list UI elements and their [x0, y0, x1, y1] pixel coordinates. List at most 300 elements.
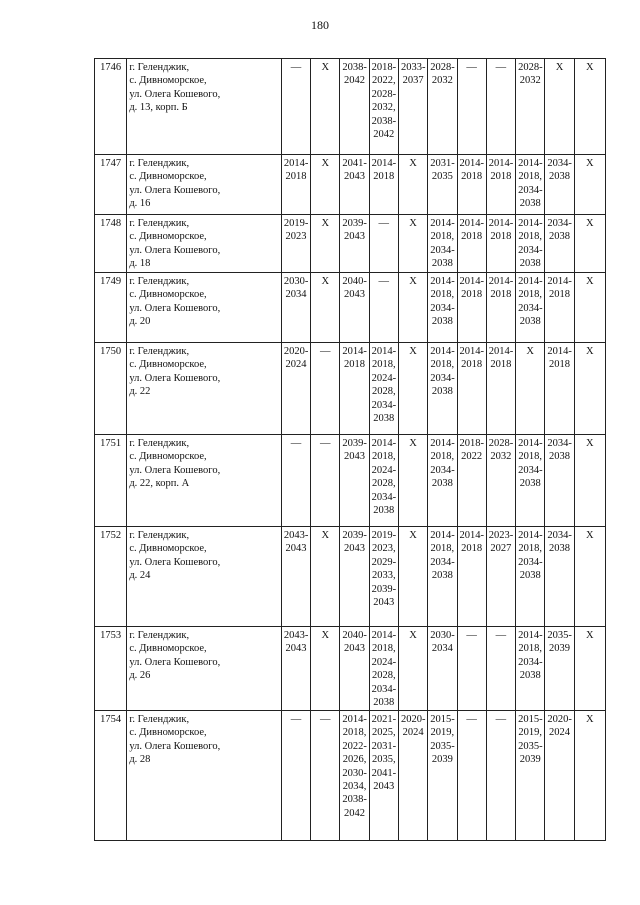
- period-line: 2031-: [371, 740, 397, 752]
- address-line: г. Геленджик,: [129, 438, 190, 449]
- period-cell: [516, 627, 545, 711]
- period-line: 2038: [431, 570, 453, 582]
- period-line: X: [586, 346, 594, 357]
- period-cell: [545, 59, 574, 155]
- period-cell: [369, 435, 398, 527]
- period-cell: [428, 59, 457, 155]
- period-line: 2038: [519, 316, 541, 328]
- period-line: 2032: [519, 75, 541, 87]
- address-line: д. 16: [129, 198, 151, 210]
- period-line: 2028,: [371, 478, 396, 490]
- period-line: 2040-: [342, 276, 367, 287]
- address-line: д. 18: [129, 258, 151, 270]
- period-line: 2043-: [283, 530, 309, 541]
- period-cell: [545, 273, 574, 343]
- address-line: д. 24: [129, 570, 151, 582]
- period-line: 2039: [431, 754, 453, 766]
- period-line: 2022-: [342, 740, 367, 752]
- address-line: д. 26: [129, 670, 151, 682]
- period-line: 2038-: [342, 794, 367, 806]
- period-line: 2014-: [459, 158, 484, 169]
- period-line: 2038: [519, 198, 541, 210]
- period-line: 2034-: [518, 184, 543, 196]
- period-cell: [340, 343, 369, 435]
- address-line: г. Геленджик,: [129, 158, 190, 169]
- period-cell: [574, 527, 605, 627]
- period-cell: [574, 627, 605, 711]
- period-line: 2034-: [518, 656, 543, 668]
- period-line: 2014-: [430, 218, 455, 229]
- period-line: 2028,: [371, 386, 396, 398]
- period-line: 2018,: [518, 289, 543, 301]
- period-line: X: [586, 714, 594, 725]
- period-line: 2040-: [342, 630, 367, 641]
- period-line: 2014-: [518, 218, 543, 229]
- row-number-cell: 1749: [95, 273, 127, 343]
- period-line: 2041-: [371, 767, 397, 779]
- period-line: 2014-: [518, 530, 543, 541]
- period-line: X: [555, 62, 564, 73]
- period-cell: [516, 343, 545, 435]
- period-line: 2020-: [283, 346, 309, 357]
- period-cell: [428, 273, 457, 343]
- period-cell: [369, 711, 398, 841]
- period-line: 2038: [373, 697, 395, 709]
- period-line: 2018: [490, 289, 512, 301]
- address-line: ул. Олега Кошевого,: [129, 244, 221, 256]
- period-line: 2035,: [371, 754, 396, 766]
- address-line: с. Дивноморское,: [129, 543, 207, 555]
- period-line: 2019,: [518, 727, 543, 739]
- period-line: 2018: [461, 543, 483, 555]
- period-cell: [281, 343, 310, 435]
- address-line: г. Геленджик,: [129, 276, 190, 287]
- period-cell: [281, 59, 310, 155]
- period-line: X: [409, 438, 417, 449]
- period-line: 2014-: [371, 346, 397, 357]
- period-line: 2042: [344, 807, 366, 819]
- address-cell: [127, 155, 282, 215]
- period-line: 2042: [344, 75, 366, 87]
- period-line: X: [526, 346, 534, 357]
- address-cell: [127, 711, 282, 841]
- period-line: 2038: [373, 413, 395, 425]
- period-line: 2032,: [371, 102, 396, 114]
- period-line: —: [466, 630, 477, 641]
- period-line: 2034,: [342, 781, 367, 793]
- period-cell: [516, 435, 545, 527]
- period-line: 2014-: [547, 276, 572, 287]
- period-line: 2014-: [488, 158, 514, 169]
- period-cell: [574, 59, 605, 155]
- period-cell: [311, 215, 340, 273]
- period-line: X: [586, 276, 594, 287]
- period-line: 2043: [344, 289, 366, 301]
- period-line: X: [586, 530, 594, 541]
- period-cell: [281, 627, 310, 711]
- period-line: 2041-: [342, 158, 367, 169]
- period-cell: [369, 273, 398, 343]
- period-cell: [516, 215, 545, 273]
- period-cell: [369, 527, 398, 627]
- period-line: 2018: [285, 171, 307, 183]
- period-line: —: [495, 630, 507, 641]
- period-line: 2018-: [371, 62, 397, 73]
- period-line: 2038: [548, 171, 570, 183]
- period-line: 2028-: [430, 62, 455, 73]
- address-line: ул. Олега Кошевого,: [129, 656, 221, 668]
- address-line: г. Геленджик,: [129, 630, 190, 641]
- period-line: X: [586, 438, 594, 449]
- period-line: —: [466, 62, 477, 73]
- period-line: 2014-: [430, 438, 455, 449]
- period-cell: [398, 627, 427, 711]
- period-line: 2018: [344, 359, 366, 371]
- period-line: 2043-: [283, 630, 309, 641]
- period-cell: [340, 435, 369, 527]
- period-cell: [281, 155, 310, 215]
- period-line: X: [409, 276, 417, 287]
- period-cell: [574, 711, 605, 841]
- period-line: 2029-: [371, 556, 397, 568]
- period-cell: [574, 215, 605, 273]
- period-line: 2014-: [518, 276, 543, 287]
- period-line: 2018,: [371, 359, 396, 371]
- period-line: 2032: [490, 451, 512, 463]
- period-line: 2030-: [342, 767, 367, 779]
- period-line: 2027: [490, 543, 512, 555]
- period-cell: [398, 527, 427, 627]
- period-line: 2018,: [518, 171, 543, 183]
- period-line: 2018: [461, 359, 483, 371]
- period-line: 2014-: [371, 158, 397, 169]
- period-cell: [311, 343, 340, 435]
- period-cell: [428, 215, 457, 273]
- period-line: 2018,: [518, 643, 543, 655]
- period-cell: [516, 711, 545, 841]
- period-line: 2018: [461, 171, 483, 183]
- period-cell: [486, 627, 515, 711]
- table-row: [95, 343, 606, 435]
- period-cell: [545, 343, 574, 435]
- period-cell: [457, 527, 486, 627]
- period-line: —: [290, 62, 302, 73]
- period-line: 2034-: [518, 556, 543, 568]
- period-line: 2022,: [371, 75, 396, 87]
- address-cell: [127, 59, 282, 155]
- period-line: 2039-: [342, 530, 367, 541]
- period-line: 2038: [519, 670, 541, 682]
- table-body: [95, 59, 606, 841]
- period-line: 2018,: [430, 231, 455, 243]
- address-cell: [127, 627, 282, 711]
- period-line: 2034-: [547, 530, 572, 541]
- period-line: X: [409, 530, 417, 541]
- period-line: X: [409, 158, 417, 169]
- period-cell: [486, 215, 515, 273]
- period-cell: [428, 435, 457, 527]
- period-line: 2014-: [342, 714, 367, 725]
- period-line: 2043: [344, 231, 366, 243]
- period-line: 2042: [373, 129, 395, 141]
- period-line: 2043: [344, 171, 366, 183]
- table-row: [95, 435, 606, 527]
- period-line: 2018,: [430, 543, 455, 555]
- period-line: 2014-: [459, 346, 484, 357]
- period-line: X: [321, 630, 330, 641]
- period-cell: [281, 711, 310, 841]
- period-line: 2023: [285, 231, 307, 243]
- period-line: 2038: [431, 316, 453, 328]
- period-line: 2020-: [547, 714, 572, 725]
- address-line: д. 22, корп. А: [129, 478, 190, 490]
- period-cell: [574, 273, 605, 343]
- period-line: 2018,: [518, 543, 543, 555]
- period-cell: [516, 527, 545, 627]
- period-cell: [311, 627, 340, 711]
- period-cell: [369, 627, 398, 711]
- period-line: 2024: [285, 359, 307, 371]
- period-line: 2014-: [488, 218, 514, 229]
- address-line: с. Дивноморское,: [129, 171, 207, 183]
- period-cell: [545, 527, 574, 627]
- period-line: 2034-: [371, 683, 397, 695]
- period-line: 2038: [431, 386, 453, 398]
- period-line: 2018,: [430, 359, 455, 371]
- period-line: X: [321, 530, 330, 541]
- address-line: ул. Олега Кошевого,: [129, 184, 221, 196]
- period-line: 2021-: [371, 714, 397, 725]
- table-row: [95, 59, 606, 155]
- period-line: 2034-: [371, 491, 397, 503]
- table-row: [95, 273, 606, 343]
- period-line: 2014-: [371, 438, 397, 449]
- period-cell: [545, 627, 574, 711]
- period-line: 2018,: [342, 727, 367, 739]
- period-line: 2014-: [518, 158, 543, 169]
- period-line: 2015-: [518, 714, 543, 725]
- period-line: 2014-: [488, 346, 514, 357]
- period-line: 2034-: [547, 218, 572, 229]
- period-cell: [516, 155, 545, 215]
- period-line: 2018: [490, 359, 512, 371]
- address-line: ул. Олега Кошевого,: [129, 302, 221, 314]
- period-cell: [398, 273, 427, 343]
- period-line: 2018: [373, 171, 395, 183]
- address-line: с. Дивноморское,: [129, 289, 207, 301]
- period-line: 2024-: [371, 464, 397, 476]
- period-line: 2038: [548, 543, 570, 555]
- address-cell: [127, 435, 282, 527]
- address-line: д. 20: [129, 316, 151, 328]
- period-line: 2038: [548, 451, 570, 463]
- schedule-table: [94, 58, 606, 841]
- period-line: —: [319, 346, 331, 357]
- period-cell: [574, 343, 605, 435]
- period-line: 2018: [490, 171, 512, 183]
- period-line: 2035: [431, 171, 453, 183]
- period-line: X: [409, 346, 417, 357]
- address-line: д. 13, корп. Б: [129, 102, 188, 114]
- period-cell: [281, 527, 310, 627]
- row-number-cell: 1747: [95, 155, 127, 215]
- period-line: 2014-: [547, 346, 572, 357]
- period-line: —: [495, 714, 507, 725]
- period-line: 2043: [344, 643, 366, 655]
- period-line: 2043: [373, 597, 395, 609]
- period-cell: [281, 215, 310, 273]
- period-cell: [340, 711, 369, 841]
- period-line: 2014-: [430, 530, 455, 541]
- period-line: 2028-: [518, 62, 543, 73]
- period-line: 2018: [490, 231, 512, 243]
- period-cell: [369, 215, 398, 273]
- period-line: 2034-: [547, 158, 572, 169]
- table-row: [95, 155, 606, 215]
- table-row: [95, 711, 606, 841]
- period-cell: [545, 155, 574, 215]
- period-cell: [340, 215, 369, 273]
- period-cell: [398, 343, 427, 435]
- address-line: г. Геленджик,: [129, 62, 190, 73]
- period-cell: [516, 273, 545, 343]
- period-line: X: [586, 62, 594, 73]
- period-line: 2034-: [547, 438, 572, 449]
- address-line: г. Геленджик,: [129, 714, 190, 725]
- period-line: 2018,: [371, 451, 396, 463]
- period-line: 2043: [285, 543, 307, 555]
- period-cell: [486, 59, 515, 155]
- address-line: ул. Олега Кошевого,: [129, 556, 221, 568]
- period-line: 2038: [519, 570, 541, 582]
- period-line: 2014-: [459, 530, 484, 541]
- period-cell: [457, 343, 486, 435]
- period-line: 2018: [461, 289, 483, 301]
- period-line: 2039-: [342, 218, 367, 229]
- period-line: 2024-: [371, 656, 397, 668]
- period-line: 2030-: [430, 630, 455, 641]
- period-cell: [486, 711, 515, 841]
- period-cell: [457, 59, 486, 155]
- period-line: 2018: [548, 289, 570, 301]
- period-line: —: [378, 218, 390, 229]
- address-line: с. Дивноморское,: [129, 231, 207, 243]
- period-line: 2043: [344, 451, 366, 463]
- period-line: X: [586, 630, 594, 641]
- period-line: 2028-: [371, 88, 397, 100]
- period-line: 2025,: [371, 727, 396, 739]
- address-line: ул. Олега Кошевого,: [129, 740, 221, 752]
- table-row: [95, 527, 606, 627]
- address-line: д. 22: [129, 386, 151, 398]
- address-cell: [127, 273, 282, 343]
- period-line: X: [321, 276, 330, 287]
- period-line: 2022: [461, 451, 483, 463]
- period-cell: [340, 59, 369, 155]
- address-line: с. Дивноморское,: [129, 75, 207, 87]
- period-cell: [398, 215, 427, 273]
- period-line: 2014-: [488, 276, 514, 287]
- period-cell: [369, 343, 398, 435]
- row-number-cell: 1754: [95, 711, 127, 841]
- period-line: 2014-: [430, 346, 455, 357]
- period-line: 2034-: [518, 244, 543, 256]
- period-line: 2039-: [371, 583, 397, 595]
- period-line: 2014-: [518, 438, 543, 449]
- period-cell: [457, 215, 486, 273]
- period-line: 2024: [548, 727, 570, 739]
- address-line: с. Дивноморское,: [129, 359, 207, 371]
- period-line: 2034-: [518, 302, 543, 314]
- period-line: 2034-: [430, 244, 455, 256]
- period-cell: [340, 273, 369, 343]
- row-number-cell: 1746: [95, 59, 127, 155]
- period-line: 2018,: [371, 643, 396, 655]
- period-line: 2018,: [430, 289, 455, 301]
- row-number-cell: 1752: [95, 527, 127, 627]
- period-cell: [311, 273, 340, 343]
- period-line: 2038-: [371, 115, 397, 127]
- period-cell: [340, 527, 369, 627]
- address-line: г. Геленджик,: [129, 346, 190, 357]
- period-cell: [457, 435, 486, 527]
- period-line: X: [409, 218, 417, 229]
- period-cell: [398, 711, 427, 841]
- period-cell: [369, 155, 398, 215]
- period-line: —: [495, 62, 507, 73]
- period-line: 2023,: [371, 543, 396, 555]
- period-cell: [428, 527, 457, 627]
- period-line: 2032: [431, 75, 453, 87]
- period-cell: [428, 711, 457, 841]
- period-line: 2019-: [283, 218, 309, 229]
- period-cell: [340, 627, 369, 711]
- period-line: 2038: [519, 258, 541, 270]
- period-line: 2014-: [459, 218, 484, 229]
- period-line: 2034-: [430, 302, 455, 314]
- period-cell: [486, 273, 515, 343]
- period-line: 2034-: [430, 372, 455, 384]
- period-line: 2043: [373, 781, 395, 793]
- period-line: 2024: [402, 727, 424, 739]
- period-line: 2033-: [400, 62, 426, 73]
- address-line: д. 28: [129, 754, 151, 766]
- period-line: —: [290, 438, 302, 449]
- address-cell: [127, 215, 282, 273]
- period-line: —: [319, 438, 331, 449]
- period-line: 2018,: [430, 451, 455, 463]
- period-line: 2038: [431, 478, 453, 490]
- period-line: 2043: [285, 643, 307, 655]
- period-line: 2043: [344, 543, 366, 555]
- row-number-cell: 1748: [95, 215, 127, 273]
- period-line: 2034-: [430, 464, 455, 476]
- period-line: 2030-: [283, 276, 309, 287]
- period-line: 2018: [461, 231, 483, 243]
- period-line: 2035-: [547, 630, 572, 641]
- period-line: 2034-: [430, 556, 455, 568]
- address-line: ул. Олега Кошевого,: [129, 372, 221, 384]
- period-cell: [428, 627, 457, 711]
- address-line: г. Геленджик,: [129, 218, 190, 229]
- period-cell: [311, 527, 340, 627]
- period-line: 2019,: [430, 727, 455, 739]
- period-cell: [486, 527, 515, 627]
- period-line: 2038: [373, 505, 395, 517]
- period-cell: [516, 59, 545, 155]
- period-line: 2034-: [518, 464, 543, 476]
- period-line: 2035-: [430, 740, 455, 752]
